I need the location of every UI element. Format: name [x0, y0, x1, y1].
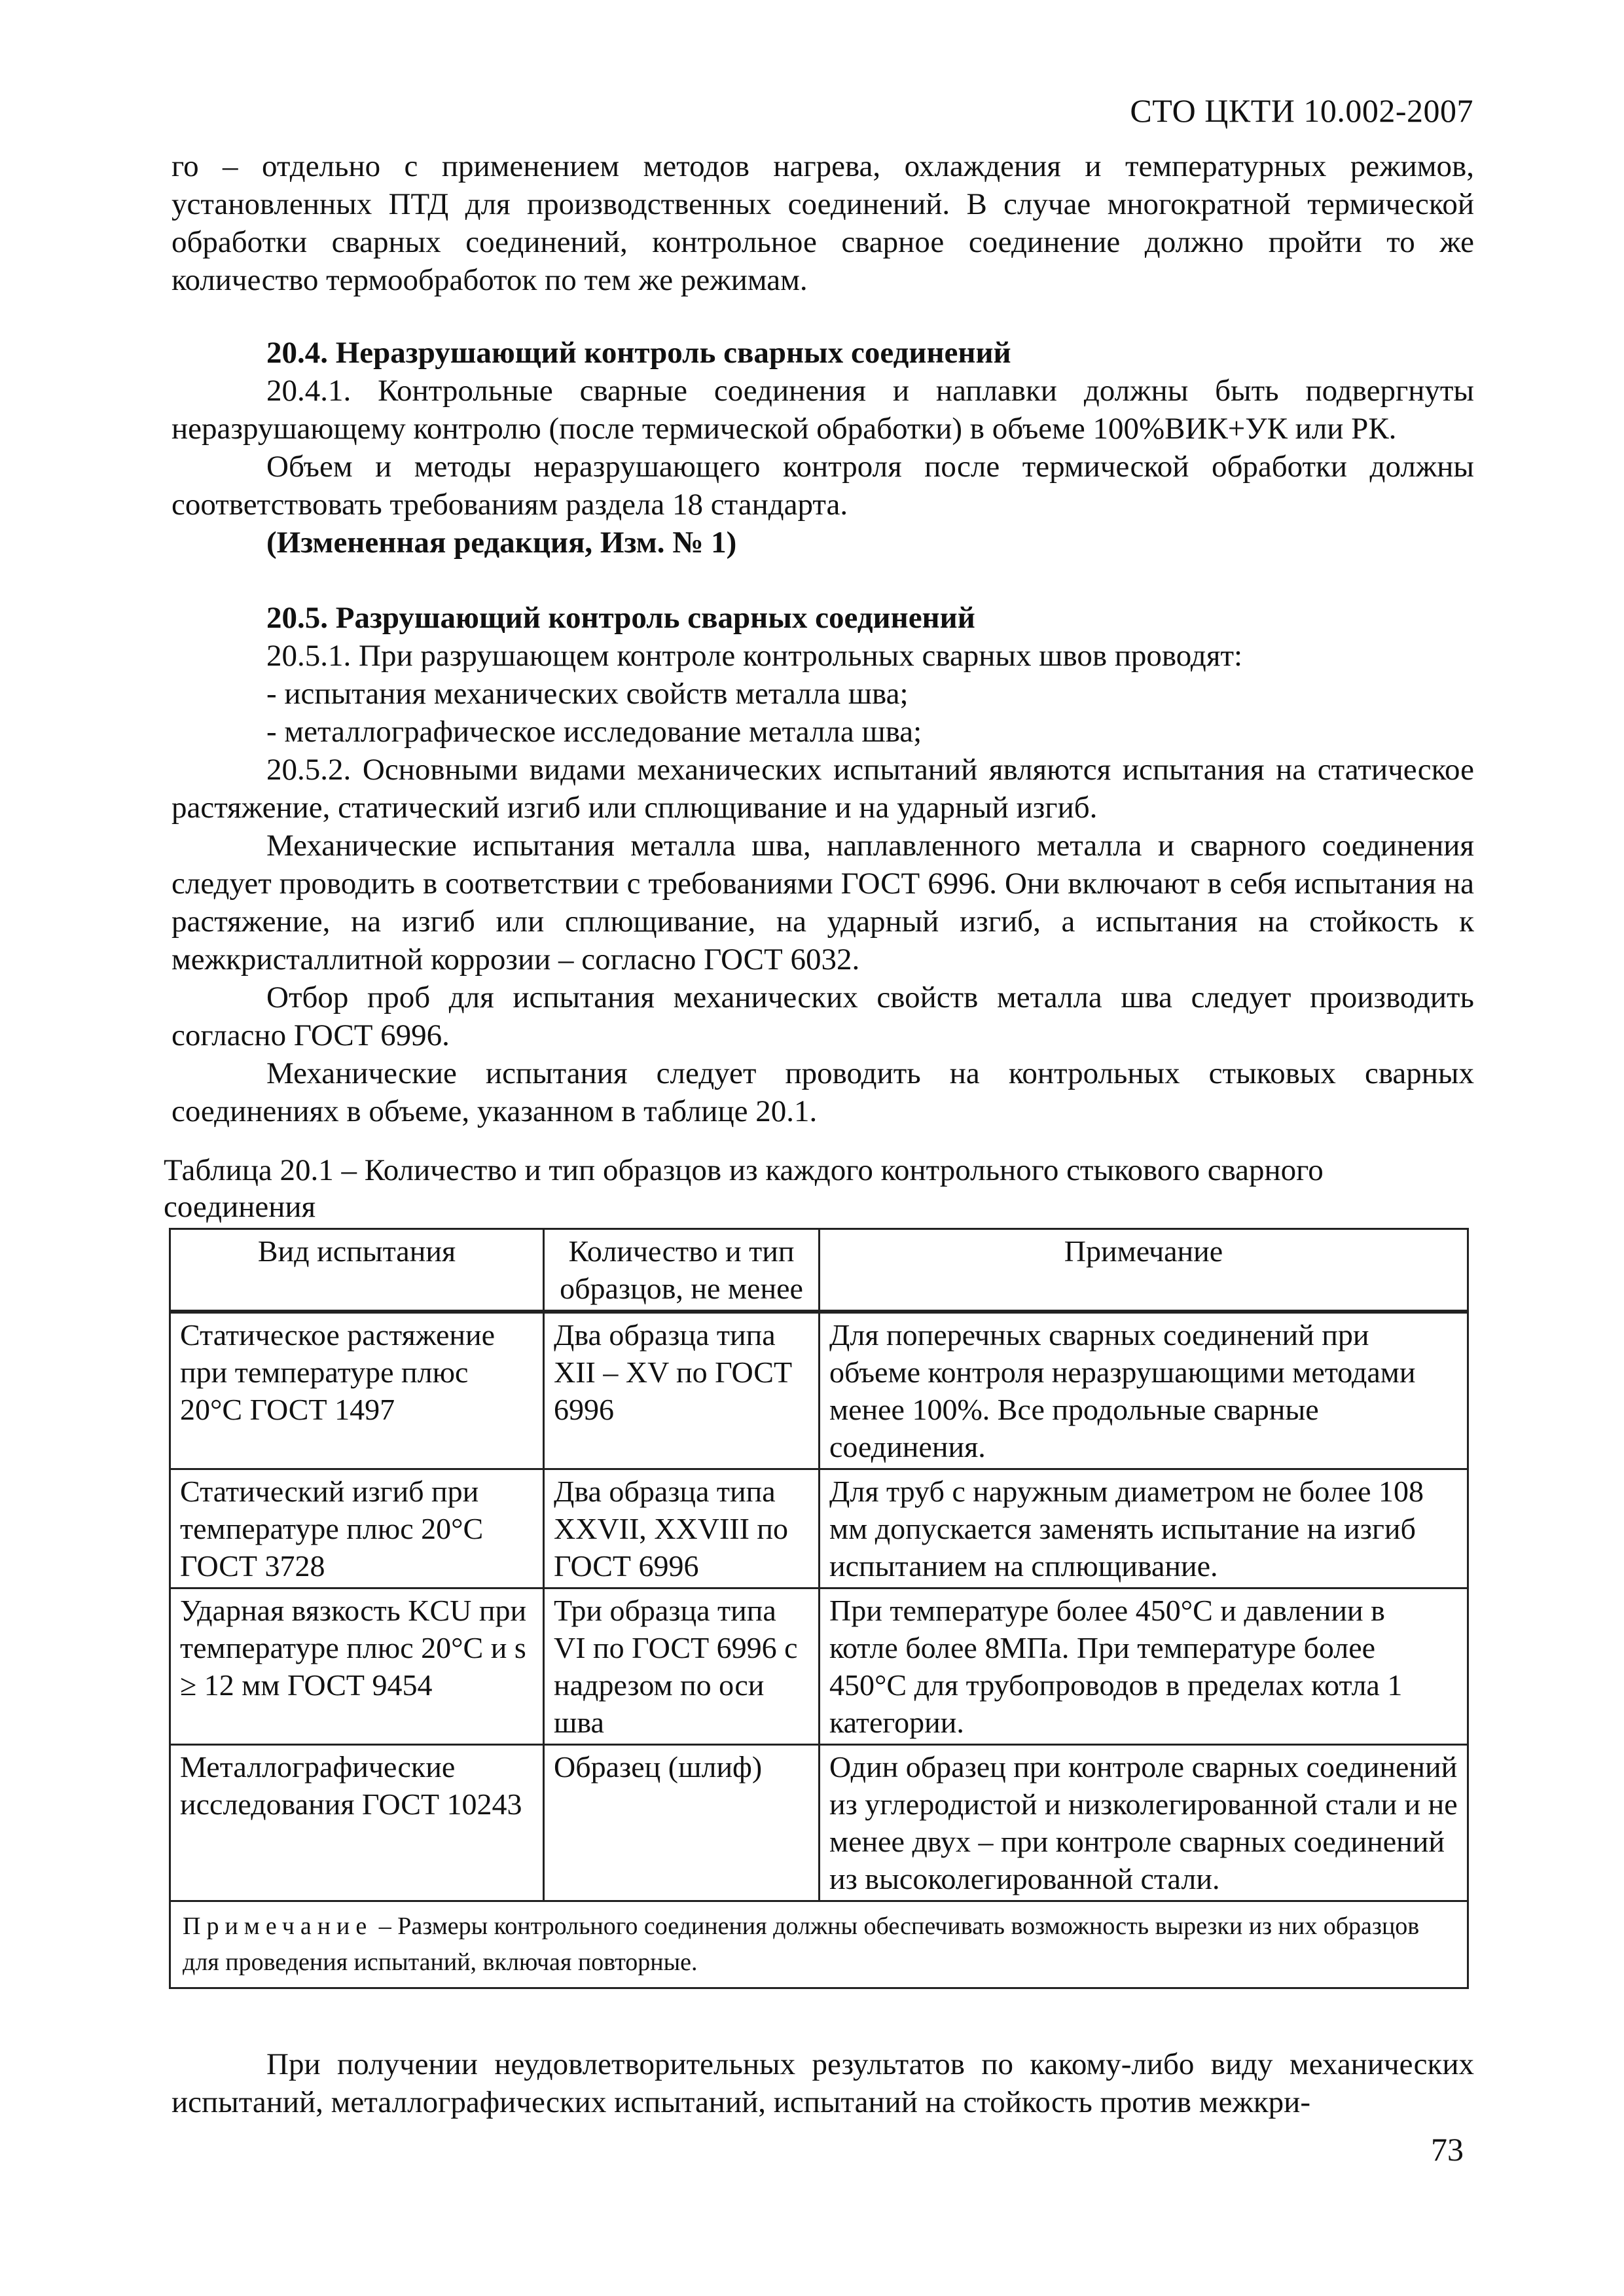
table-note [170, 1901, 1468, 1988]
bottom-paragraph: При получении неудовлетворительных результатов по какому-либо виду механических испытаний, металлографических испытаний, испытаний на стойкость против межкри- [171, 2047, 1474, 2119]
document-code-header: СТО ЦКТИ 10.002-2007 [1130, 92, 1473, 129]
list-item-mechanical: - испытания механических свойств металла шва; [266, 677, 909, 711]
table-row [170, 1469, 1468, 1588]
tests-volume-paragraph: Механические испытания следует проводить на контрольных стыковых сварных соединениях в объеме, указанном в таблице 20.1. [171, 1056, 1474, 1128]
table-row [170, 1312, 1468, 1469]
section-20-5-heading: 20.5. Разрушающий контроль сварных соединений [266, 601, 975, 635]
table-cell: Металлографические исследования ГОСТ 10243 [170, 1745, 544, 1901]
intro-paragraph-block [171, 147, 1474, 299]
section-20-5-2-paragraph: 20.5.2. Основными видами механических испытаний являются испытания на статическое растяжение, статический изгиб или сплющивание и на ударный изгиб. [171, 753, 1474, 825]
table-cell: Два образца типа XXVII, XXVIII по ГОСТ 6996 [544, 1469, 820, 1588]
header-sample-count: Количество и тип образцов, не менее [544, 1229, 820, 1312]
bottom-paragraph-block [171, 2045, 1474, 2121]
table-cell: При температуре более 450°С и давлении в котле более 8МПа. При температуре более 450°С для трубопроводов в пределах котла 1 категории. [820, 1588, 1468, 1745]
table-cell: Для поперечных сварных соединений при объеме контроля неразрушающими методами менее 100%. Все продольные сварные соединения. [820, 1312, 1468, 1469]
sampling-paragraph: Отбор проб для испытания механических свойств металла шва следует производить согласно ГОСТ 6996. [171, 980, 1474, 1052]
intro-paragraph: го – отдельно с применением методов нагрева, охлаждения и температурных режимов, установленных ПТД для производственных соединений. В случае многократной термической обработки сварных соединений, контрольное сварное соединение должно пройти то же количество термообработок по тем же режимам. [171, 149, 1474, 297]
table-cell: Образец (шлиф) [544, 1745, 820, 1901]
table-header-row [170, 1229, 1468, 1312]
section-20-4-volume-paragraph: Объем и методы неразрушающего контроля после термической обработки должны соответствовать требованиям раздела 18 стандарта. [171, 450, 1474, 522]
list-item-metallographic: - металлографическое исследование металла шва; [266, 715, 922, 749]
table-cell: Статический изгиб при температуре плюс 20°С ГОСТ 3728 [170, 1469, 544, 1588]
table-note-label: Примечание [183, 1912, 373, 1940]
table-row [170, 1588, 1468, 1745]
amendment-note: (Измененная редакция, Изм. № 1) [266, 526, 737, 560]
section-20-4-heading: 20.4. Неразрушающий контроль сварных соединений [266, 336, 1011, 370]
table-note-row [170, 1901, 1468, 1988]
mechanical-tests-paragraph: Механические испытания металла шва, наплавленного металла и сварного соединения следует проводить в соответствии с требованиями ГОСТ 6996. Они включают в себя испытания на растяжение, на изгиб или сплющивание, на ударный изгиб, а испытания на стойкость к межкристаллитной коррозии – согласно ГОСТ 6032. [171, 829, 1474, 977]
table-cell: Ударная вязкость KCU при температуре плюс 20°С и s ≥ 12 мм ГОСТ 9454 [170, 1588, 544, 1745]
header-test-type: Вид испытания [170, 1229, 544, 1312]
table-caption: Таблица 20.1 – Количество и тип образцов из каждого контрольного стыкового сварного соединения [164, 1153, 1324, 1224]
page-number: 73 [1431, 2131, 1464, 2168]
section-20-5 [171, 599, 1474, 1130]
samples-table [169, 1228, 1469, 1989]
table-cell: Для труб с наружным диаметром не более 108 мм допускается заменять испытание на изгиб испытанием на сплющивание. [820, 1469, 1468, 1588]
table-cell: Статическое растяжение при температуре плюс 20°С ГОСТ 1497 [170, 1312, 544, 1469]
section-20-4-1-paragraph: 20.4.1. Контрольные сварные соединения и наплавки должны быть подвергнуты неразрушающему контролю (после термической обработки) в объеме 100%ВИК+УК или РК. [171, 374, 1474, 446]
section-20-5-1-paragraph: 20.5.1. При разрушающем контроле контрольных сварных швов проводят: [266, 639, 1243, 673]
table-cell: Один образец при контроле сварных соединений из углеродистой и низколегированной стали и не менее двух – при контроле сварных соединений из высоколегированной стали. [820, 1745, 1468, 1901]
section-20-4 [171, 334, 1474, 562]
header-note: Примечание [820, 1229, 1468, 1312]
table-note-text: – Размеры контрольного соединения должны обеспечивать возможность вырезки из них образцов для проведения испытаний, включая повторные. [183, 1912, 1420, 1976]
table-cell: Два образца типа XII – XV по ГОСТ 6996 [544, 1312, 820, 1469]
table-cell: Три образца типа VI по ГОСТ 6996 с надрезом по оси шва [544, 1588, 820, 1745]
table-row [170, 1745, 1468, 1901]
